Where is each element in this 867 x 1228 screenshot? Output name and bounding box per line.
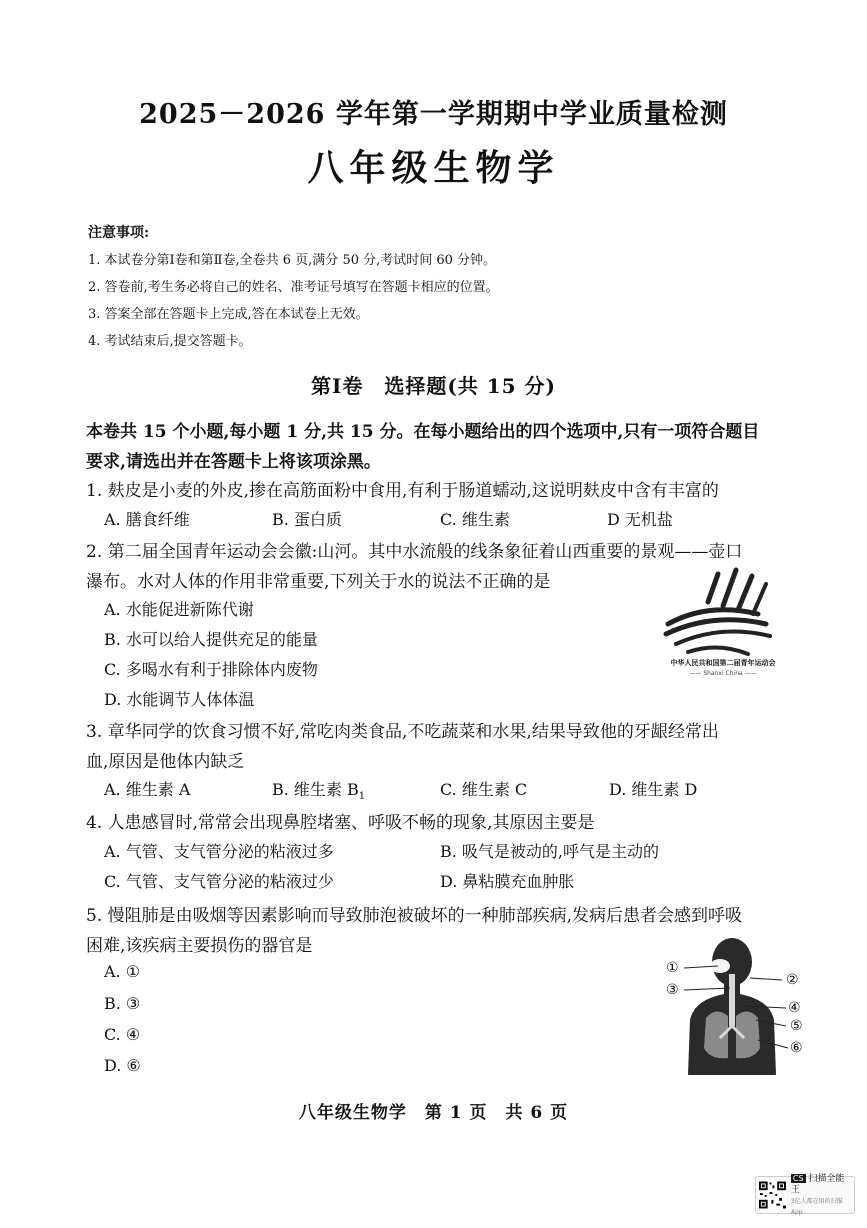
q3-option-d: D. 维生素 D	[609, 780, 698, 799]
q2-option-c: C. 多喝水有利于排除体内废物	[104, 660, 318, 679]
notice-item-2: 2. 答卷前,考生务必将自己的姓名、准考证号填写在答题卡相应的位置。	[88, 280, 499, 295]
exam-title: 2025－2026 学年第一学期期中学业质量检测	[139, 99, 728, 130]
scanner-badge: CS	[792, 1173, 804, 1183]
q3-option-b-subscript: 1	[358, 791, 366, 803]
scanner-tagline: 3亿人都在用的扫描App	[790, 1197, 843, 1216]
q2-option-b: B. 水可以给人提供充足的能量	[104, 630, 318, 649]
q3-option-b	[272, 777, 365, 802]
notice-item-3: 3. 答案全部在答题卡上完成,答在本试卷上无效。	[88, 307, 369, 322]
scanner-name: 扫描全能王	[790, 1173, 845, 1195]
scanner-watermark	[755, 1173, 855, 1216]
respiratory-diagram	[660, 930, 810, 1075]
q5-option-c: C. ④	[104, 1025, 141, 1044]
q3-option-b-text: B. 维生素 B	[272, 780, 359, 799]
page-footer: 八年级生物学 第 1 页 共 6 页	[298, 1103, 569, 1123]
q4-option-c: C. 气管、支气管分泌的粘液过少	[104, 872, 334, 891]
question-5-stem-line1: 5. 慢阻肺是由吸烟等因素影响而导致肺泡被破坏的一种肺部疾病,发病后患者会感到呼吸	[86, 906, 743, 926]
q4-option-d: D. 鼻粘膜充血肿胀	[440, 872, 575, 891]
anatomy-label-5: ⑤	[790, 1018, 803, 1034]
games-emblem	[648, 562, 798, 682]
notice-item-4: 4. 考试结束后,提交答题卡。	[88, 334, 252, 349]
anatomy-label-1: ①	[666, 960, 679, 976]
section-intro-line1: 本卷共 15 个小题,每小题 1 分,共 15 分。在每小题给出的四个选项中,只有一项符合题目	[86, 422, 760, 442]
question-2-stem-line2: 瀑布。水对人体的作用非常重要,下列关于水的说法不正确的是	[86, 572, 551, 592]
q5-option-b: B. ③	[104, 994, 141, 1013]
question-1-stem: 1. 麸皮是小麦的外皮,掺在高筋面粉中食用,有利于肠道蠕动,这说明麸皮中含有丰富的	[86, 481, 719, 501]
question-3-stem-line1: 3. 章华同学的饮食习惯不好,常吃肉类食品,不吃蔬菜和水果,结果导致他的牙龈经常出	[86, 722, 719, 742]
q4-option-b: B. 吸气是被动的,呼气是主动的	[440, 842, 660, 861]
question-2-stem-line1: 2. 第二届全国青年运动会会徽:山河。其中水流般的线条象征着山西重要的景观——壶口	[86, 542, 743, 562]
q5-option-d: D. ⑥	[104, 1056, 141, 1075]
anatomy-label-6: ⑥	[790, 1040, 803, 1056]
q1-option-d: D 无机盐	[607, 510, 673, 529]
section-title: 第Ⅰ卷 选择题(共 15 分)	[310, 374, 557, 398]
q2-option-d: D. 水能调节人体体温	[104, 690, 255, 709]
subject-title: 八年级生物学	[307, 147, 560, 189]
notice-heading: 注意事项:	[88, 225, 150, 241]
q1-option-c: C. 维生素	[440, 510, 510, 529]
question-4-stem: 4. 人患感冒时,常常会出现鼻腔堵塞、呼吸不畅的现象,其原因主要是	[86, 813, 595, 833]
games-emblem-logo-icon	[648, 562, 798, 662]
question-5-stem-line2: 困难,该疾病主要损伤的器官是	[86, 936, 313, 956]
notice-item-1: 1. 本试卷分第Ⅰ卷和第Ⅱ卷,全卷共 6 页,满分 50 分,考试时间 60 分钟。	[88, 253, 497, 268]
emblem-subcaption: —— Shanxi China ——	[689, 670, 757, 677]
scanner-text-block	[791, 1173, 852, 1218]
emblem-caption: 中华人民共和国第二届青年运动会	[670, 659, 776, 667]
anatomy-label-3: ③	[666, 982, 679, 998]
q1-option-a: A. 膳食纤维	[104, 510, 190, 529]
q5-option-a: A. ①	[104, 962, 141, 981]
anatomy-label-4: ④	[788, 1000, 801, 1016]
q3-option-a: A. 维生素 A	[104, 780, 191, 799]
q3-option-c: C. 维生素 C	[440, 780, 528, 799]
q4-option-a: A. 气管、支气管分泌的粘液过多	[104, 842, 334, 861]
anatomy-label-2: ②	[786, 972, 799, 988]
section-intro-line2: 要求,请选出并在答题卡上将该项涂黑。	[86, 452, 381, 472]
q1-option-b: B. 蛋白质	[272, 510, 342, 529]
q2-option-a: A. 水能促进新陈代谢	[104, 600, 254, 619]
question-3-stem-line2: 血,原因是他体内缺乏	[86, 752, 245, 772]
scanner-title	[791, 1173, 852, 1196]
qr-code-icon	[758, 1180, 787, 1210]
